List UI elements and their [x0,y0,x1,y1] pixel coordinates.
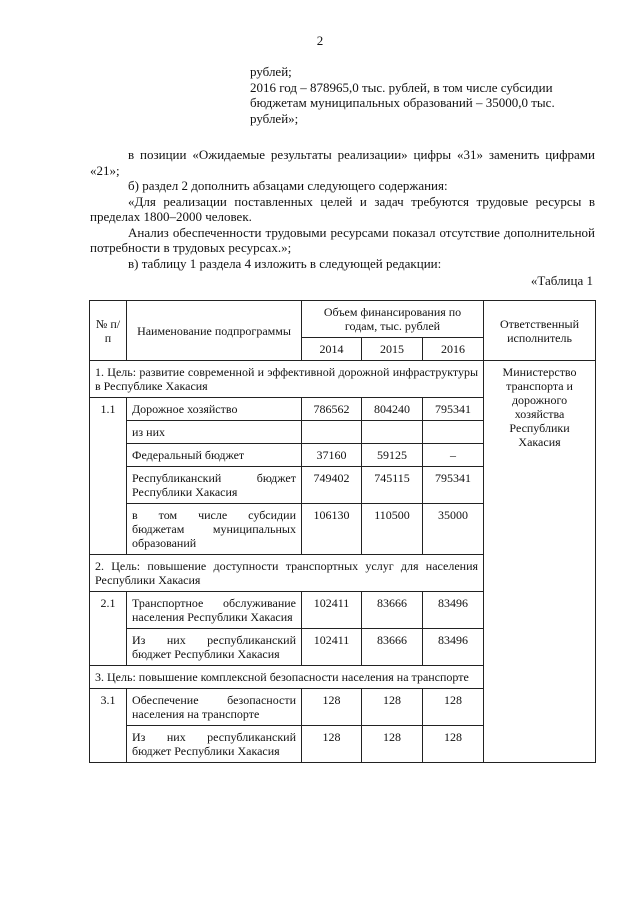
funding-value: 128 [423,689,484,726]
funding-value: 83666 [362,592,423,629]
subprogram-name: Федеральный бюджет [127,444,302,467]
funding-value: – [423,444,484,467]
funding-value: 795341 [423,467,484,504]
table-caption: «Таблица 1 [530,273,593,288]
header-year: 2014 [302,338,362,361]
header-funding: Объем финансирования по годам, тыс. рублей [302,301,484,338]
subprogram-name: Дорожное хозяйство [127,398,302,421]
funding-value: 102411 [302,592,362,629]
goal-row [90,361,596,398]
funding-value: 804240 [362,398,423,421]
funding-value: 128 [423,726,484,763]
header-name: Наименование подпрограммы [127,301,302,361]
funding-value: 102411 [302,629,362,666]
header-responsible: Ответственный исполнитель [484,301,596,361]
header-num: № п/п [90,301,127,361]
funding-value: 83496 [423,629,484,666]
funding-value: 128 [362,726,423,763]
subprogram-name: Из них республиканский бюджет Республики Хакасия [127,629,302,666]
header-year: 2015 [362,338,423,361]
intro-line: бюджетам муниципальных образований – 35000,0 тыс. [250,95,555,110]
funding-value [362,421,423,444]
paragraph: в позиции «Ожидаемые результаты реализации» цифры «31» заменить цифрами «21»; [90,147,595,178]
goal-title: 1. Цель: развитие современной и эффективной дорожной инфраструктуры в Республике Хакасия [90,361,484,398]
intro-block [250,64,595,126]
funding-value [302,421,362,444]
funding-value [423,421,484,444]
header-year: 2016 [423,338,484,361]
intro-line: рублей; [250,64,292,79]
funding-value: 128 [362,689,423,726]
paragraph: Анализ обеспеченности трудовыми ресурсами показал отсутствие дополнительной потребности в трудовых ресурсах.»; [90,224,595,255]
subprogram-name: в том числе субсидии бюджетам муниципальных образований [127,504,302,555]
funding-value: 786562 [302,398,362,421]
responsible-executor: Министерство транспорта и дорожного хозяйства Республики Хакасия [484,361,596,763]
funding-value: 795341 [423,398,484,421]
subprogram-number: 3.1 [90,689,127,763]
funding-value: 83666 [362,629,423,666]
page-number: 2 [316,33,324,48]
funding-value: 37160 [302,444,362,467]
funding-value: 128 [302,689,362,726]
subprogram-name: Из них республиканский бюджет Республики Хакасия [127,726,302,763]
funding-value: 35000 [423,504,484,555]
body-text [90,147,595,271]
funding-table [89,300,596,763]
goal-title: 2. Цель: повышение доступности транспортных услуг для населения Республики Хакасия [90,555,484,592]
funding-value: 83496 [423,592,484,629]
subprogram-number: 1.1 [90,398,127,555]
funding-value: 59125 [362,444,423,467]
subprogram-number: 2.1 [90,592,127,666]
funding-value: 745115 [362,467,423,504]
goal-title: 3. Цель: повышение комплексной безопасности населения на транспорте [90,666,484,689]
intro-line: рублей»; [250,110,299,126]
paragraph: б) раздел 2 дополнить абзацами следующего содержания: [128,178,448,193]
paragraph: «Для реализации поставленных целей и задач требуются трудовые ресурсы в пределах 1800–2000 человек. [90,193,595,224]
funding-value: 128 [302,726,362,763]
funding-value: 749402 [302,467,362,504]
subprogram-name: Обеспечение безопасности населения на транспорте [127,689,302,726]
subprogram-name: Республиканский бюджет Республики Хакасия [127,467,302,504]
funding-value: 110500 [362,504,423,555]
subprogram-name: Транспортное обслуживание населения Республики Хакасия [127,592,302,629]
paragraph: в) таблицу 1 раздела 4 изложить в следующей редакции: [128,255,442,271]
funding-value: 106130 [302,504,362,555]
subprogram-name: из них [127,421,302,444]
intro-line: 2016 год – 878965,0 тыс. рублей, в том числе субсидии [250,79,553,95]
